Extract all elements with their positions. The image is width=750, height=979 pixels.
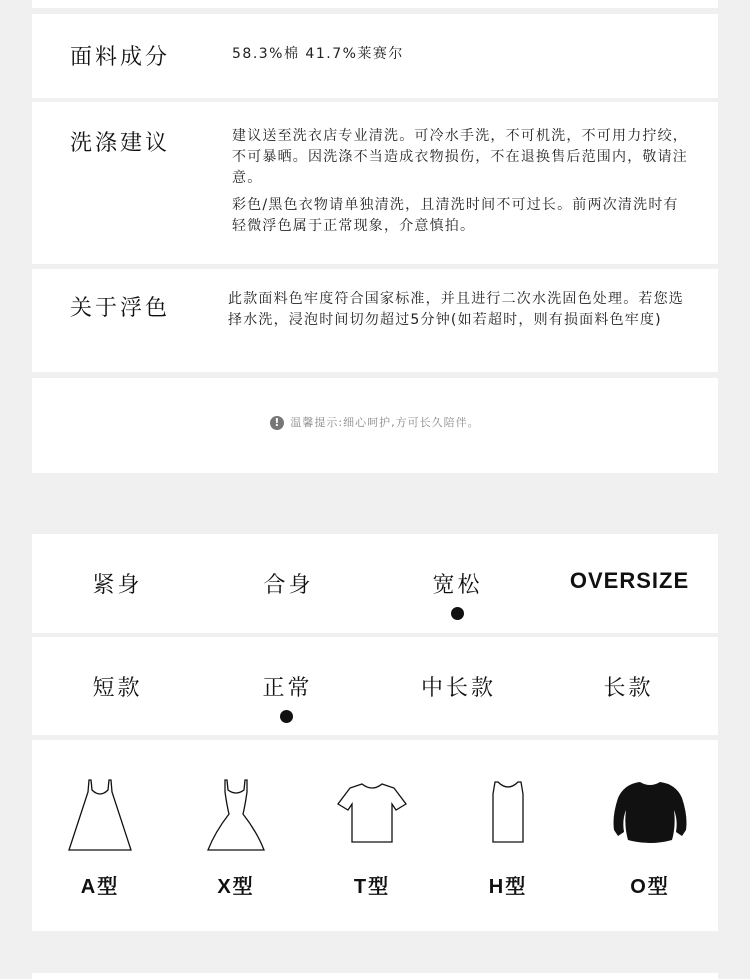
silhouette-t bbox=[304, 776, 440, 899]
top-strip bbox=[32, 0, 718, 8]
tank-top-icon bbox=[473, 776, 543, 852]
washing-paragraph: 建议送至洗衣店专业清洗。可冷水手洗，不可机洗，不可用力拧绞，不可暴晒。因洗涤不当造成衣物损伤，不在退换售后范围内，敬请注意。 bbox=[232, 128, 688, 186]
washing-text bbox=[232, 126, 692, 237]
fit-option-oversize: OVERSIZE bbox=[569, 568, 690, 593]
fabric-row bbox=[32, 14, 718, 98]
silhouette-o bbox=[582, 776, 718, 899]
fit-selected-dot bbox=[451, 607, 464, 620]
silhouette-label: T型 bbox=[353, 876, 391, 898]
length-option-mid-long: 中长款 bbox=[420, 676, 496, 701]
fading-text: 此款面料色牢度符合国家标准，并且进行二次水洗固色处理。若您选择水洗，浸泡时间切勿超过5分钟(如若超时，则有损面料色牢度) bbox=[228, 291, 684, 328]
bottom-strip bbox=[32, 973, 718, 979]
a-line-dress-icon bbox=[65, 776, 135, 852]
fit-option-regular: 合身 bbox=[263, 573, 314, 598]
length-option-long: 长款 bbox=[603, 676, 654, 701]
fading-row bbox=[32, 269, 718, 372]
length-row bbox=[32, 637, 718, 735]
silhouette-label: X型 bbox=[217, 876, 255, 898]
fit-row bbox=[32, 534, 718, 633]
notice-panel bbox=[32, 378, 718, 473]
fabric-value: 58.3%棉 41.7%莱赛尔 bbox=[232, 46, 404, 62]
washing-row bbox=[32, 102, 718, 264]
silhouette-label: O型 bbox=[630, 876, 670, 898]
length-selected-dot bbox=[280, 710, 293, 723]
fading-label: 关于浮色 bbox=[70, 296, 171, 321]
silhouette-a bbox=[32, 776, 168, 899]
notice bbox=[32, 414, 718, 430]
silhouette-row bbox=[32, 740, 718, 931]
length-option-short: 短款 bbox=[92, 676, 143, 701]
t-shirt-icon bbox=[334, 776, 410, 852]
silhouette-label: A型 bbox=[80, 876, 120, 898]
washing-paragraph: 彩色/黑色衣物请单独清洗，且清洗时间不可过长。前两次清洗时有轻微浮色属于正常现象，介意慎拍。 bbox=[232, 197, 679, 234]
washing-label: 洗涤建议 bbox=[70, 131, 171, 156]
exclamation-icon: ! bbox=[270, 416, 284, 430]
length-option-regular: 正常 bbox=[262, 676, 313, 701]
fabric-label: 面料成分 bbox=[70, 45, 171, 70]
silhouette-x bbox=[168, 776, 304, 899]
o-shape-top-icon bbox=[610, 776, 690, 852]
fit-option-tight: 紧身 bbox=[92, 573, 143, 598]
x-line-dress-icon bbox=[201, 776, 271, 852]
fit-option-loose: 宽松 bbox=[432, 573, 483, 598]
silhouette-label: H型 bbox=[488, 876, 528, 898]
silhouette-h bbox=[440, 776, 576, 899]
notice-text: 温馨提示:细心呵护,方可长久陪伴。 bbox=[290, 416, 480, 429]
